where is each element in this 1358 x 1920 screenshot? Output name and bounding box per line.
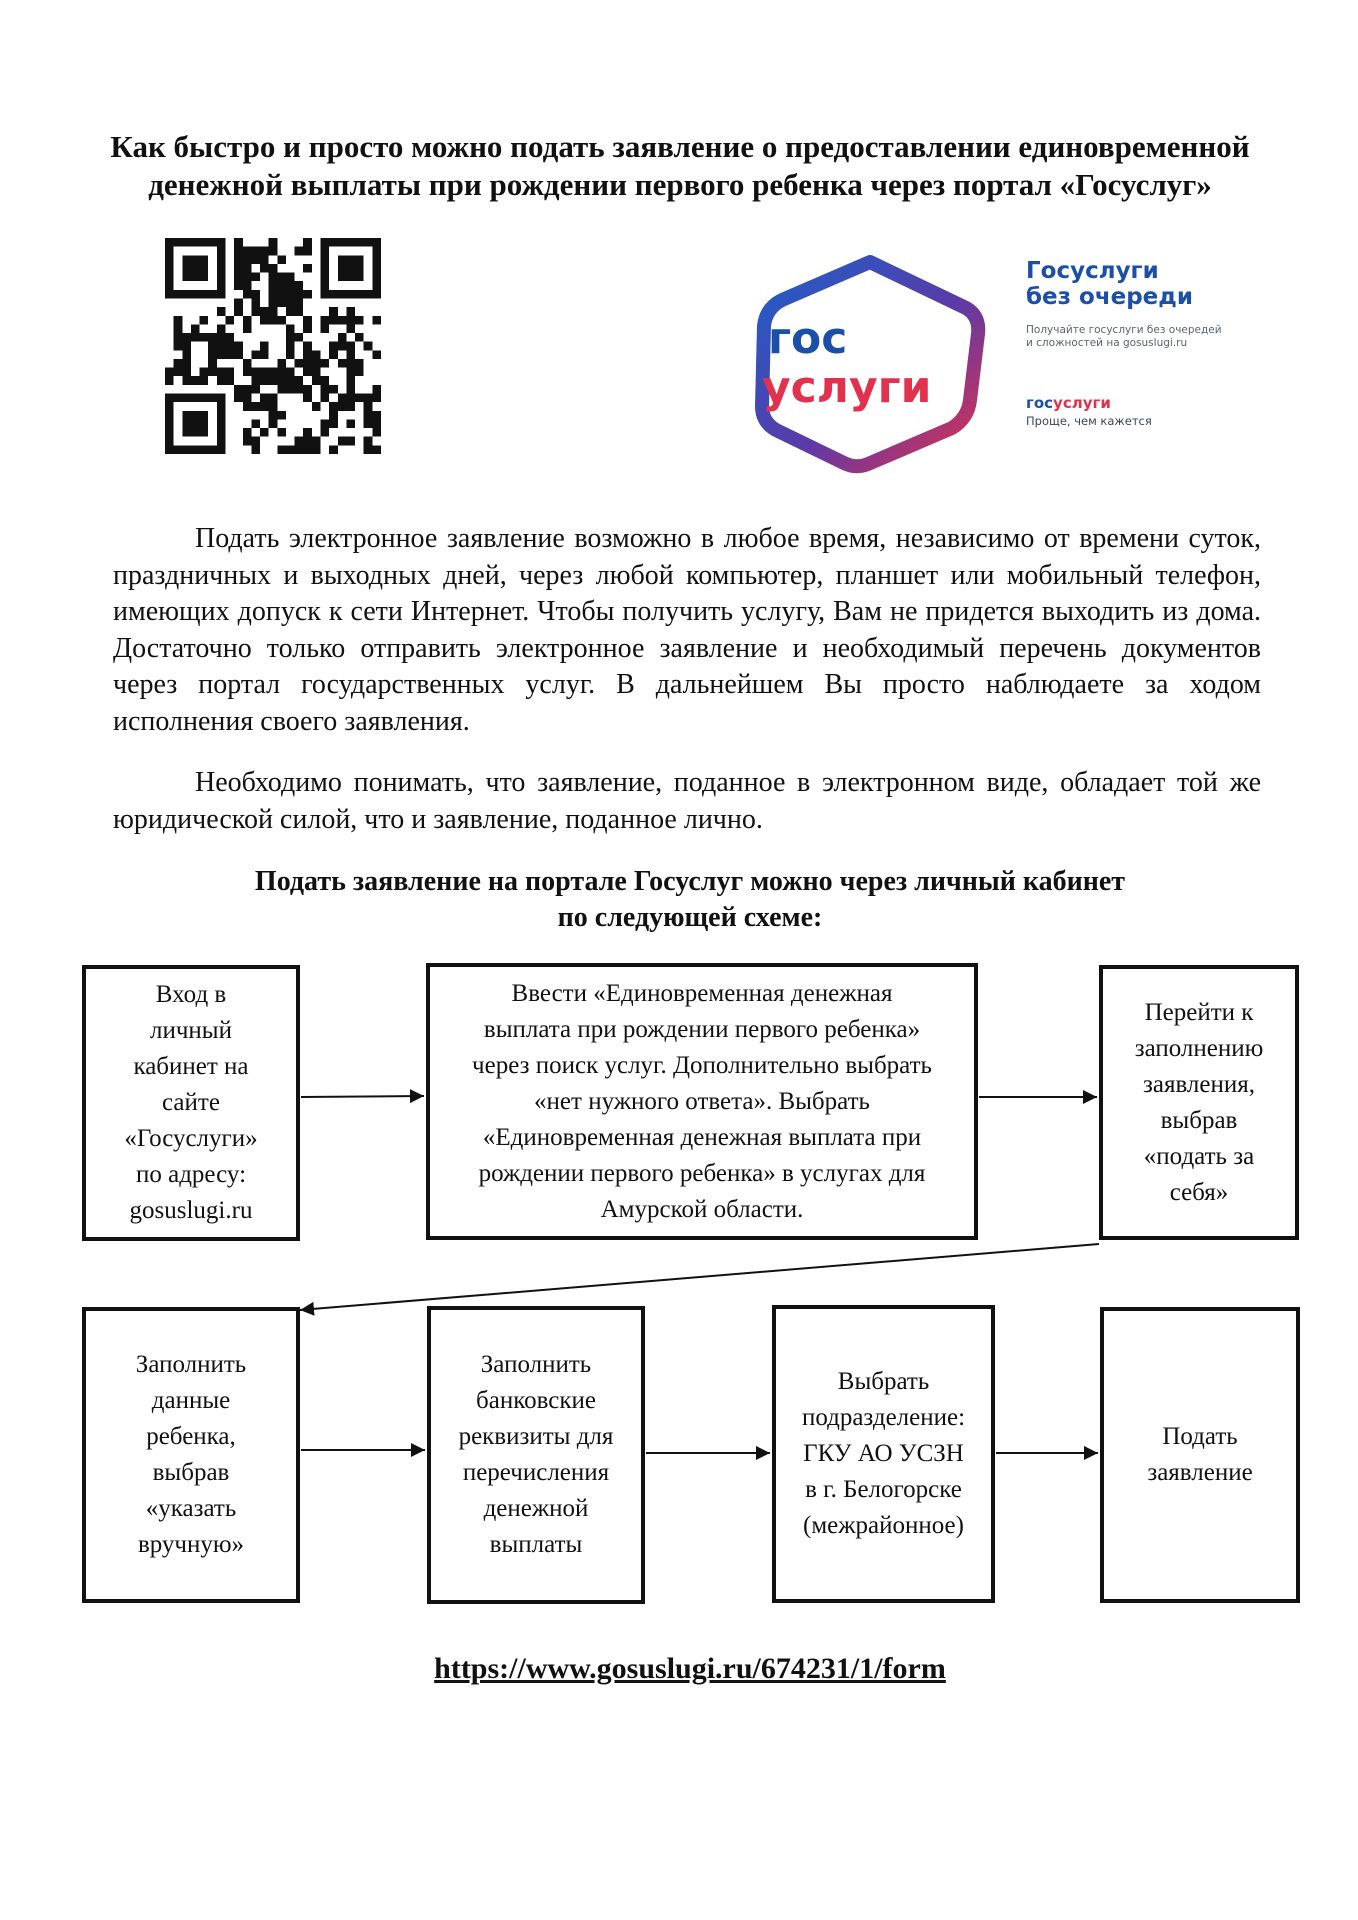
step-text: Вход в личный кабинет на сайте «Госуслуги» по адресу: gosuslugi.ru [124,981,258,1224]
step-text: Выбрать подразделение: ГКУ АО УСЗН в г. Белогорске (межрайонное) [801,1368,966,1539]
step-box-department [772,1305,995,1603]
step-box-bank-details [427,1306,645,1604]
brand-part-1: гос [1026,394,1054,412]
brand-part-2: услуги [1053,394,1111,412]
step-text: Заполнить банковские реквизиты для перечисления денежной выплаты [458,1351,614,1558]
step-box-search-service [426,963,978,1240]
step-text: Заполнить данные ребенка, выбрав «указать вручную» [135,1351,247,1558]
logo-text-top: гос [768,313,848,364]
step-box-login [82,965,300,1241]
step-text: Перейти к заполнению заявления, выбрав «подать за себя» [1134,998,1264,1206]
step-text: Подать заявление [1147,1423,1253,1486]
step-text: Ввести «Единовременная денежная выплата при рождении первого ребенка» через поиск услуг. Дополнительно выбрать «нет нужного ответа». Выбрать «Единовременная денежная выплата при рождении первого ребенка» в услугах для Амурской области. [472,979,932,1223]
scheme-heading-line-1: Подать заявление на портале Госуслуг можно через личный кабинет [254,866,1126,897]
scheme-heading [130,864,1250,936]
gosuslugi-logo [748,250,988,475]
qr-code [165,238,381,454]
page-title [80,128,1280,204]
promo-slogan: Проще, чем кажется [1026,414,1152,428]
legal-paragraph: Необходимо понимать, что заявление, поданное в электронном виде, обладает той же юридической силой, что и заявление, поданное лично. [113,767,1261,835]
arrow-step3-step4 [300,1244,1099,1310]
step-box-submit [1100,1307,1300,1603]
step-box-fill-application [1099,965,1299,1240]
title-line-2: денежной выплаты при рождении первого ребенка через портал «Госуслуг» [148,167,1212,202]
intro-paragraph: Подать электронное заявление возможно в любое время, независимо от времени суток, праздничных и выходных дней, через любой компьютер, планшет или мобильный телефон, имеющих допуск к сети Интернет. Чтобы получить услугу, Вам не придется выходить из дома. Достаточно только отправить электронное заявление и необходимый перечень документов через портал государственных услуг. В дальнейшем Вы просто наблюдаете за ходом исполнения своего заявления. [113,523,1261,737]
promo-headline: Госуслуги без очереди [1026,258,1193,310]
promo-brand [1026,394,1222,412]
title-line-1: Как быстро и просто можно подать заявление о предоставлении единовременной [110,129,1250,164]
promo-tagline: Получайте госуслуги без очередей и сложностей на gosuslugi.ru [1026,324,1222,349]
arrow-step1-step2 [301,1096,424,1097]
logo-text-bottom: услуги [762,362,932,413]
step-box-child-data [82,1307,300,1603]
promo-block [1026,258,1222,428]
form-url-link[interactable]: https://www.gosuslugi.ru/674231/1/form [434,1652,946,1685]
scheme-heading-line-2: по следующей схеме: [557,902,823,933]
